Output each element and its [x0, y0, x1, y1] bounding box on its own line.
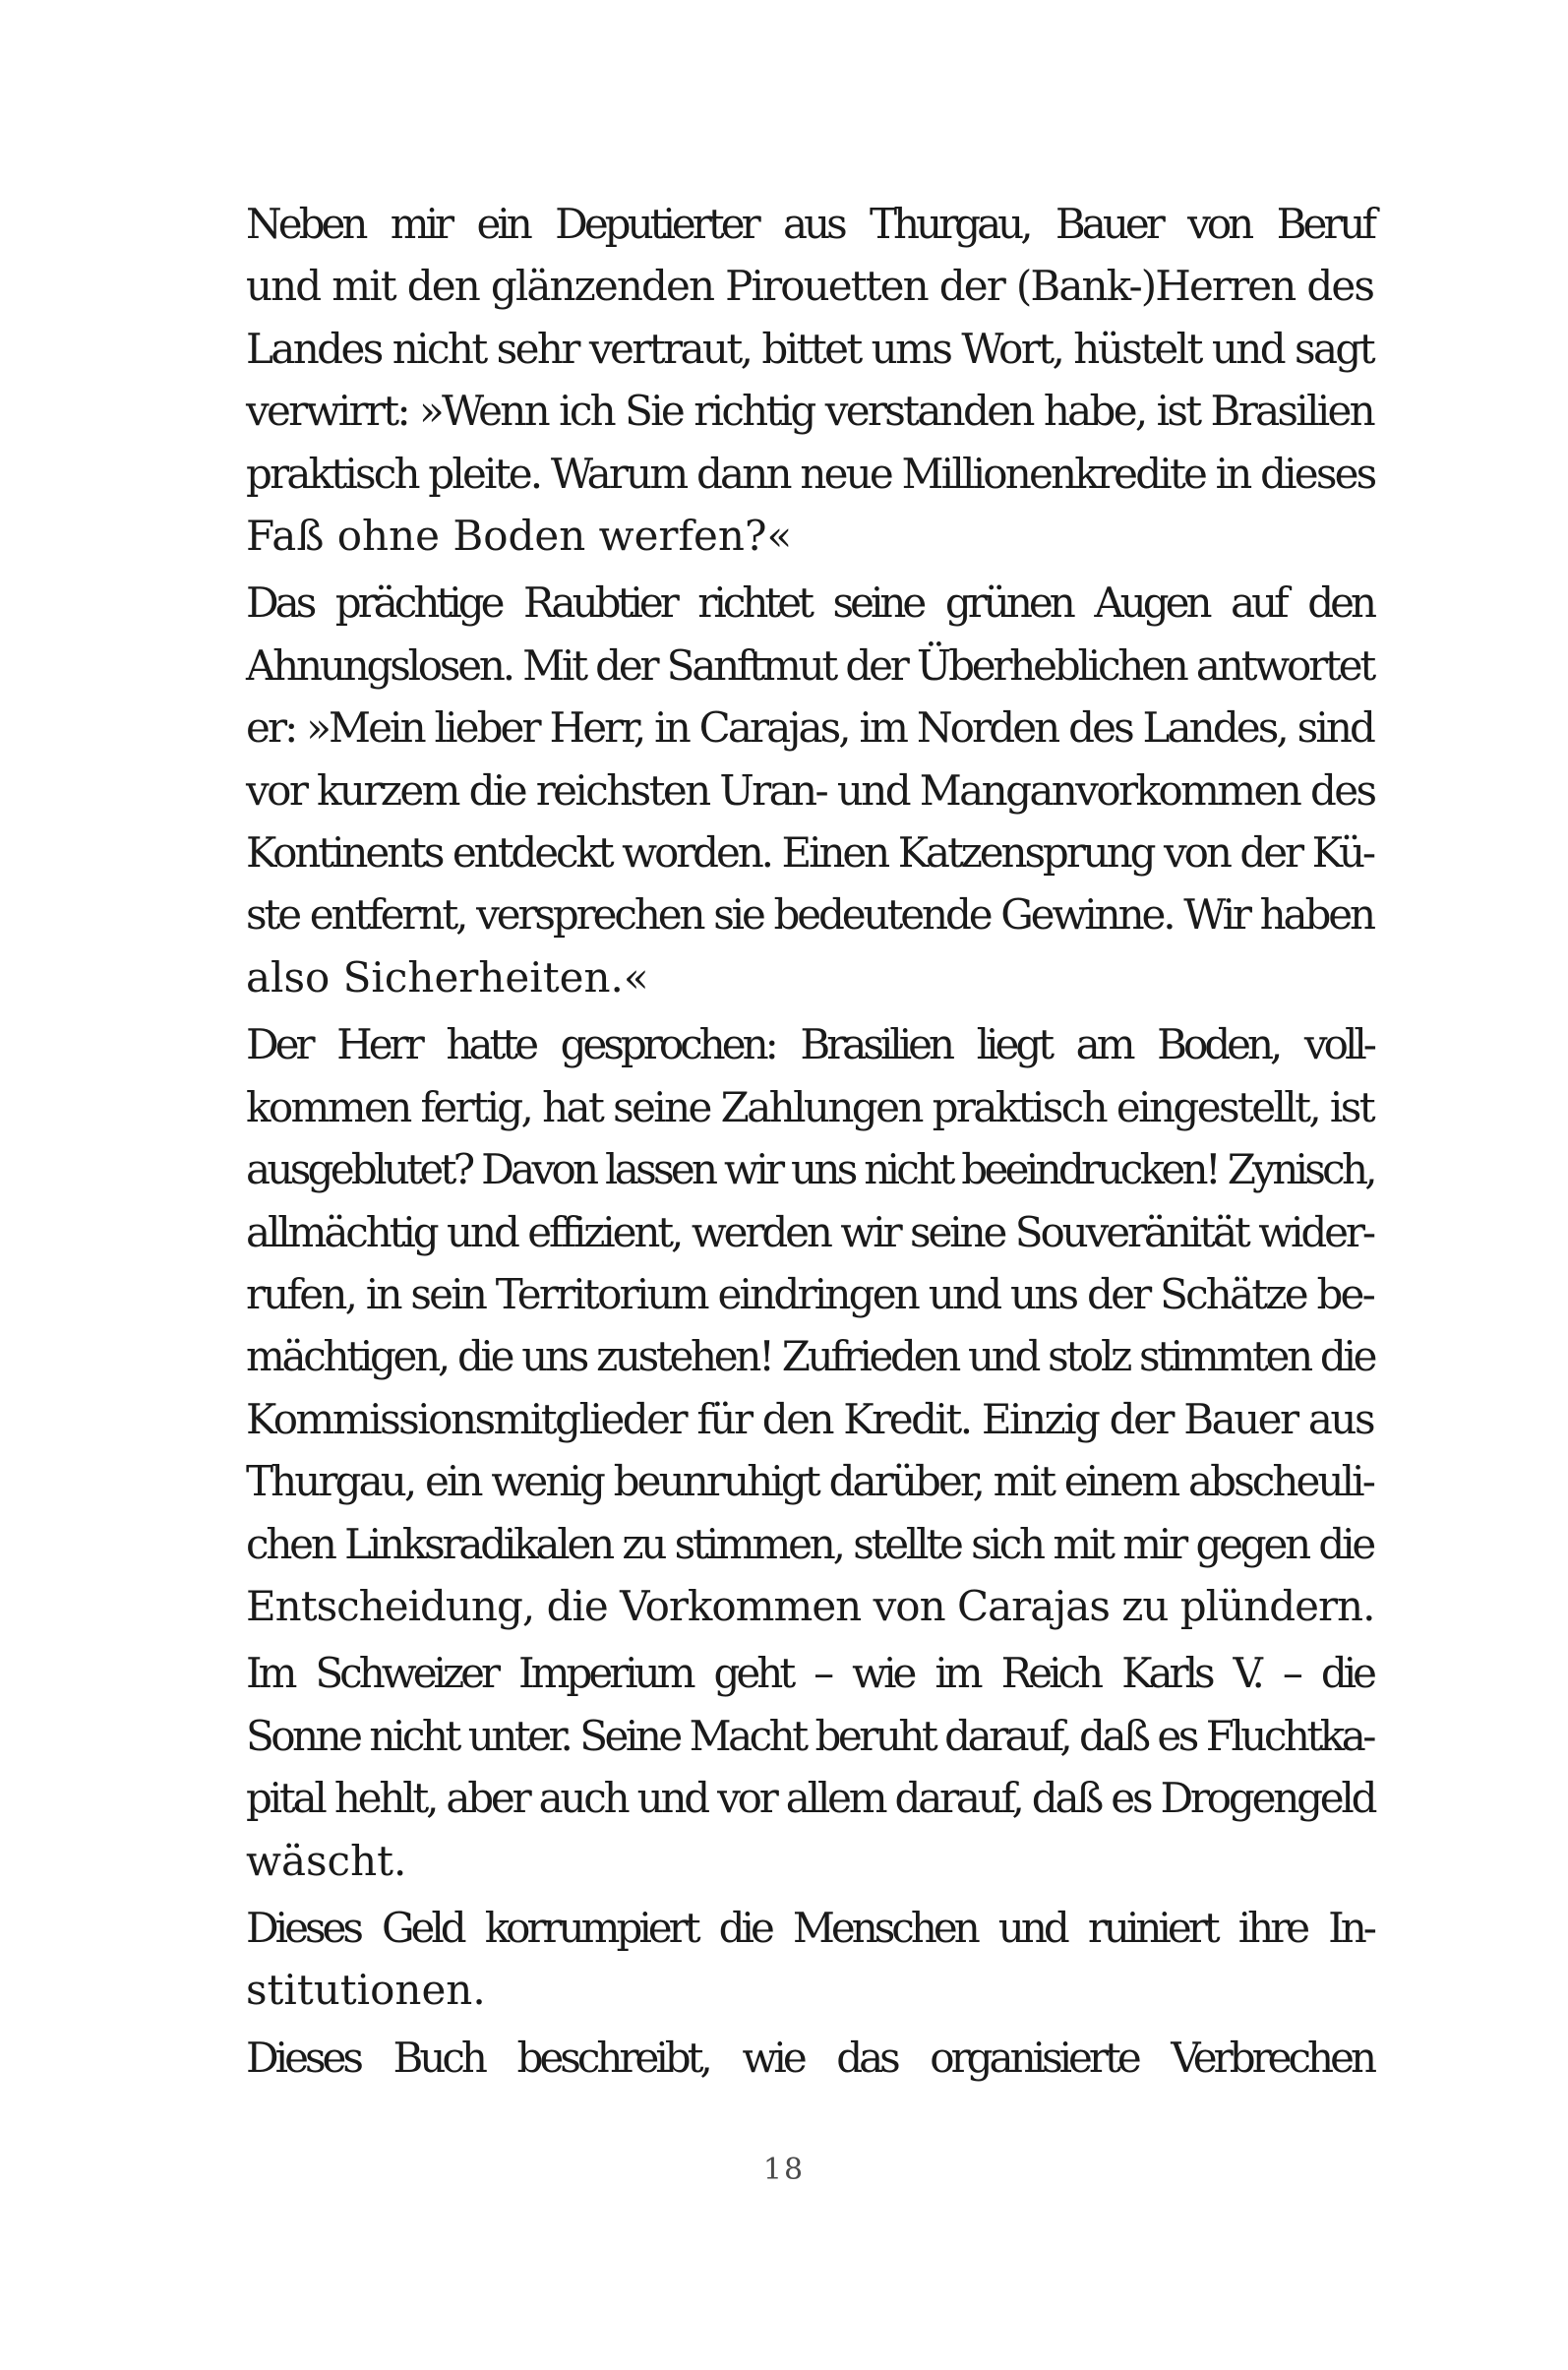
- text-line: Der Herr hatte gesprochen: Brasilien liegt am Boden, voll-: [246, 1020, 1373, 1069]
- text-line: vor kurzem die reichsten Uran- und Manganvorkommen des: [246, 765, 1375, 815]
- text-line: wäscht.: [246, 1836, 407, 1885]
- text-line: Entscheidung, die Vorkommen von Carajas zu plündern.: [246, 1581, 1375, 1630]
- paragraph: [195, 1897, 1373, 2022]
- text-line: Faß ohne Boden werfen?«: [246, 512, 793, 561]
- text-line: Sonne nicht unter. Seine Macht beruht darauf, daß es Fluchtka-: [246, 1711, 1373, 1760]
- paragraph: [195, 193, 1373, 567]
- text-line: Im Schweizer Imperium geht – wie im Reich Karls V. – die: [246, 1649, 1373, 1698]
- page-number: 18: [762, 2153, 806, 2187]
- text-line: verwirrt: »Wenn ich Sie richtig verstanden habe, ist Brasilien: [246, 387, 1373, 436]
- text-line: ausgeblutet? Davon lassen wir uns nicht beeindrucken! Zynisch,: [246, 1145, 1374, 1194]
- text-line: kommen fertig, hat seine Zahlungen praktisch eingestellt, ist: [246, 1082, 1373, 1131]
- paragraph: [195, 1013, 1373, 1637]
- text-line: ste entfernt, versprechen sie bedeutende Gewinne. Wir haben: [246, 890, 1373, 940]
- text-line: Dieses Geld korrumpiert die Menschen und ruiniert ihre In-: [246, 1903, 1373, 1952]
- text-line: Thurgau, ein wenig beunruhigt darüber, mit einem abscheuli-: [246, 1457, 1373, 1506]
- text-line: Kontinents entdeckt worden. Einen Katzensprung von der Kü-: [246, 828, 1373, 878]
- text-line: Kommissionsmitglieder für den Kredit. Einzig der Bauer aus: [246, 1394, 1373, 1443]
- text-line: Landes nicht sehr vertraut, bittet ums Wort, hüstelt und sagt: [246, 324, 1373, 373]
- text-line: praktisch pleite. Warum dann neue Millionenkredite in dieses: [246, 449, 1375, 498]
- text-line: und mit den glänzenden Pirouetten der (Bank-)Herren des: [246, 262, 1373, 311]
- text-line: mächtigen, die uns zustehen! Zufrieden und stolz stimmten die: [246, 1332, 1375, 1381]
- text-line: Das prächtige Raubtier richtet seine grünen Augen auf den: [246, 578, 1373, 628]
- text-line: allmächtig und effizient, werden wir seine Souveränität wider-: [246, 1207, 1373, 1256]
- text-line: stitutionen.: [246, 1966, 486, 2015]
- text-line: er: »Mein lieber Herr, in Carajas, im Norden des Landes, sind: [246, 703, 1373, 753]
- text-line: chen Linksradikalen zu stimmen, stellte sich mit mir gegen die: [246, 1519, 1373, 1568]
- text-line: rufen, in sein Territorium eindringen und uns der Schätze be-: [246, 1269, 1373, 1318]
- text-line: pital hehlt, aber auch und vor allem darauf, daß es Drogengeld: [246, 1774, 1375, 1823]
- text-line: Ahnungslosen. Mit der Sanftmut der Überheblichen antwortet: [246, 640, 1373, 690]
- text-line: Dieses Buch beschreibt, wie das organisierte Verbrechen: [246, 2033, 1373, 2082]
- text-line: also Sicherheiten.«: [246, 952, 649, 1002]
- paragraph: [195, 1642, 1373, 1892]
- text-line: Neben mir ein Deputierter aus Thurgau, Bauer von Beruf: [246, 200, 1373, 248]
- paragraph: [195, 572, 1373, 1008]
- body-text: [195, 193, 1373, 2094]
- paragraph: [195, 2027, 1373, 2089]
